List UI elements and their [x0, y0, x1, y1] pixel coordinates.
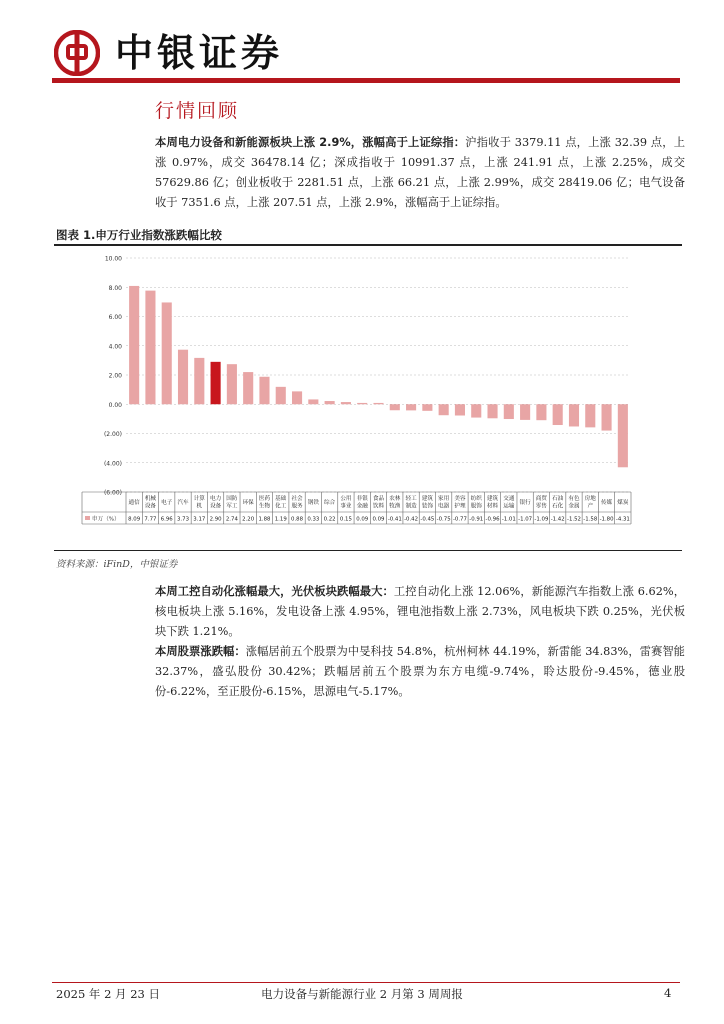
y-tick-label: 2.00 [108, 372, 122, 380]
value-label: -1.01 [501, 516, 516, 523]
value-label: -0.96 [485, 516, 500, 523]
category-label: 煤炭 [617, 500, 629, 506]
bar [243, 372, 253, 404]
figure-bottom-rule [54, 550, 682, 551]
value-label: -1.09 [534, 516, 549, 523]
category-label: 农林牧渔 [389, 496, 401, 510]
y-tick-label: 6.00 [108, 314, 122, 321]
value-label: 0.33 [307, 516, 320, 523]
section-title: 行情回顾 [155, 100, 240, 122]
value-label: -0.41 [387, 516, 402, 523]
paragraph-body: 工控自动化上涨 12.06%，新能源汽车指数上涨 6.62%，核电板块上涨 5.16%，发电设备上涨 4.95%，锂电池指数上涨 2.73%，风电板块下跌 0.25%，光伏板块下跌 1.21%。 [155, 585, 685, 638]
category-label: 汽车 [177, 500, 189, 506]
y-tick-label: (2.00) [103, 431, 122, 438]
bar [406, 404, 416, 410]
value-label: 1.88 [258, 516, 271, 523]
bar [439, 404, 449, 415]
bar [536, 404, 546, 420]
category-label: 纺织服饰 [470, 496, 482, 510]
figure-source: 资料来源：iFinD，中银证券 [56, 559, 178, 570]
value-label: -0.75 [436, 516, 451, 523]
value-label: -0.45 [420, 516, 435, 523]
paragraph-lead: 本周股票涨跌幅： [155, 645, 246, 658]
paragraph-body: 沪指收于 3379.11 点，上涨 32.39 点，上涨 0.97%，成交 36478.14 亿；深成指收于 10991.37 点，上涨 241.91 点，上涨 2.25%，成交 57629.86 亿；创业板收于 2281.51 点，上涨 66.21 点，上涨 2.99%，成交 28419.06 亿；电气设备收于 7351.6 点，上涨 207.51 点，上涨 2.9%，涨幅高于上证综指。 [155, 136, 685, 209]
category-label: 公用事业 [340, 496, 352, 510]
bar [553, 404, 563, 425]
bar [308, 399, 318, 404]
y-tick-label: (6.00) [103, 489, 122, 497]
category-label: 国防军工 [226, 496, 238, 510]
bar [162, 302, 172, 404]
bar [569, 404, 579, 426]
category-label: 家用电器 [438, 496, 450, 510]
y-tick-label: (4.00) [103, 460, 122, 468]
bar [145, 291, 155, 405]
category-label: 非银金融 [356, 496, 368, 510]
page-number: 4 [664, 986, 672, 1000]
paragraph-lead: 本周工控自动化涨幅最大，光伏板块跌幅最大： [155, 585, 394, 598]
category-label: 石油石化 [552, 496, 564, 510]
category-label: 交通运输 [503, 496, 515, 510]
bar [357, 403, 367, 404]
category-label: 环保 [242, 500, 254, 506]
value-label: 0.88 [291, 516, 304, 523]
bank-of-china-logo-icon [54, 30, 100, 76]
value-label: 8.09 [128, 516, 141, 523]
category-label: 综合 [324, 500, 336, 506]
category-label: 传媒 [600, 500, 613, 506]
category-label: 社会服务 [291, 496, 303, 510]
paragraph-lead: 本周电力设备和新能源板块上涨 2.9%，涨幅高于上证综指： [155, 136, 466, 149]
paragraph-body: 涨幅居前五个股票为中旻科技 54.8%，杭州柯林 44.19%，新雷能 34.83%，雷赛智能 32.37%，盛弘股份 30.42%；跌幅居前五个股票为东方电缆-9.74%，聆达股份-9.45%，德业股份-6.22%，至正股份-6.15%，思源电气-5.17%。 [155, 645, 685, 698]
figure-title: 图表 1.申万行业指数涨跌幅比较 [56, 228, 222, 242]
bar [227, 364, 237, 404]
category-label: 钢铁 [307, 500, 319, 506]
value-label: 2.90 [209, 516, 222, 523]
value-label: 1.19 [274, 516, 287, 523]
brand-name: 中银证券 [115, 31, 284, 75]
footer-divider [52, 982, 680, 983]
bar [471, 404, 481, 417]
category-label: 美容护理 [454, 496, 466, 510]
bar [194, 358, 204, 404]
value-label: -4.31 [615, 516, 630, 523]
bar [129, 286, 139, 404]
value-label: -0.77 [452, 516, 467, 523]
bar [618, 404, 628, 467]
bar [487, 404, 497, 418]
paragraph-sector-moves [155, 582, 685, 642]
bar [325, 401, 335, 404]
value-label: 7.77 [144, 516, 157, 523]
figure-top-rule [54, 244, 682, 246]
bar [520, 404, 530, 420]
bar [341, 402, 351, 404]
value-label: 2.74 [225, 516, 238, 523]
bar [373, 403, 383, 404]
value-label: -1.80 [599, 516, 614, 523]
bar [504, 404, 514, 419]
value-label: 0.09 [356, 516, 369, 523]
value-label: 0.22 [323, 516, 336, 523]
bar [602, 404, 612, 430]
category-label: 计算机 [193, 496, 205, 510]
category-label: 有色金属 [568, 496, 580, 510]
value-label: 3.17 [193, 516, 206, 523]
footer-date: 2025 年 2 月 23 日 [56, 987, 160, 1001]
bar [292, 391, 302, 404]
value-label: 0.15 [339, 516, 352, 523]
category-label: 商贸零售 [535, 496, 548, 510]
value-label: 3.73 [177, 516, 190, 523]
category-label: 通信 [128, 500, 140, 506]
y-tick-label: 4.00 [108, 343, 122, 351]
category-label: 建筑材料 [486, 496, 499, 510]
bar [178, 350, 188, 405]
value-label: -0.42 [404, 516, 419, 523]
value-label: -1.07 [518, 516, 533, 523]
bar [390, 404, 400, 410]
bar [422, 404, 432, 411]
value-label: -1.58 [583, 516, 598, 523]
category-label: 银行 [519, 500, 531, 506]
category-label: 机械设备 [144, 496, 157, 510]
bar [276, 387, 286, 404]
value-label: 6.96 [160, 516, 173, 523]
industry-index-bar-chart [54, 248, 682, 548]
y-tick-label: 0.00 [108, 401, 122, 409]
value-label: 0.09 [372, 516, 385, 523]
category-label: 房地产 [584, 496, 596, 510]
category-label: 电力设备 [209, 496, 222, 510]
category-label: 基础化工 [275, 496, 287, 510]
bar [211, 362, 221, 404]
value-label: 2.20 [242, 516, 255, 523]
category-label: 医药生物 [258, 496, 271, 510]
paragraph-market-review [155, 133, 685, 213]
legend-swatch [85, 516, 90, 520]
category-label: 食品饮料 [372, 496, 385, 510]
bar [455, 404, 465, 415]
bar [585, 404, 595, 427]
category-label: 建筑装饰 [421, 496, 433, 510]
footer-report-title: 电力设备与新能源行业 2 月第 3 周周报 [261, 987, 463, 1001]
bar [259, 377, 269, 404]
value-label: -1.42 [550, 516, 565, 523]
value-label: -1.52 [567, 516, 581, 523]
category-label: 轻工制造 [405, 496, 417, 510]
y-tick-label: 10.00 [104, 255, 122, 263]
legend-label: 申万（%） [92, 516, 120, 523]
header-divider [52, 78, 680, 83]
category-label: 电子 [161, 500, 173, 506]
paragraph-stock-moves [155, 642, 685, 702]
value-label: -0.91 [469, 516, 484, 523]
y-tick-label: 8.00 [108, 284, 122, 292]
